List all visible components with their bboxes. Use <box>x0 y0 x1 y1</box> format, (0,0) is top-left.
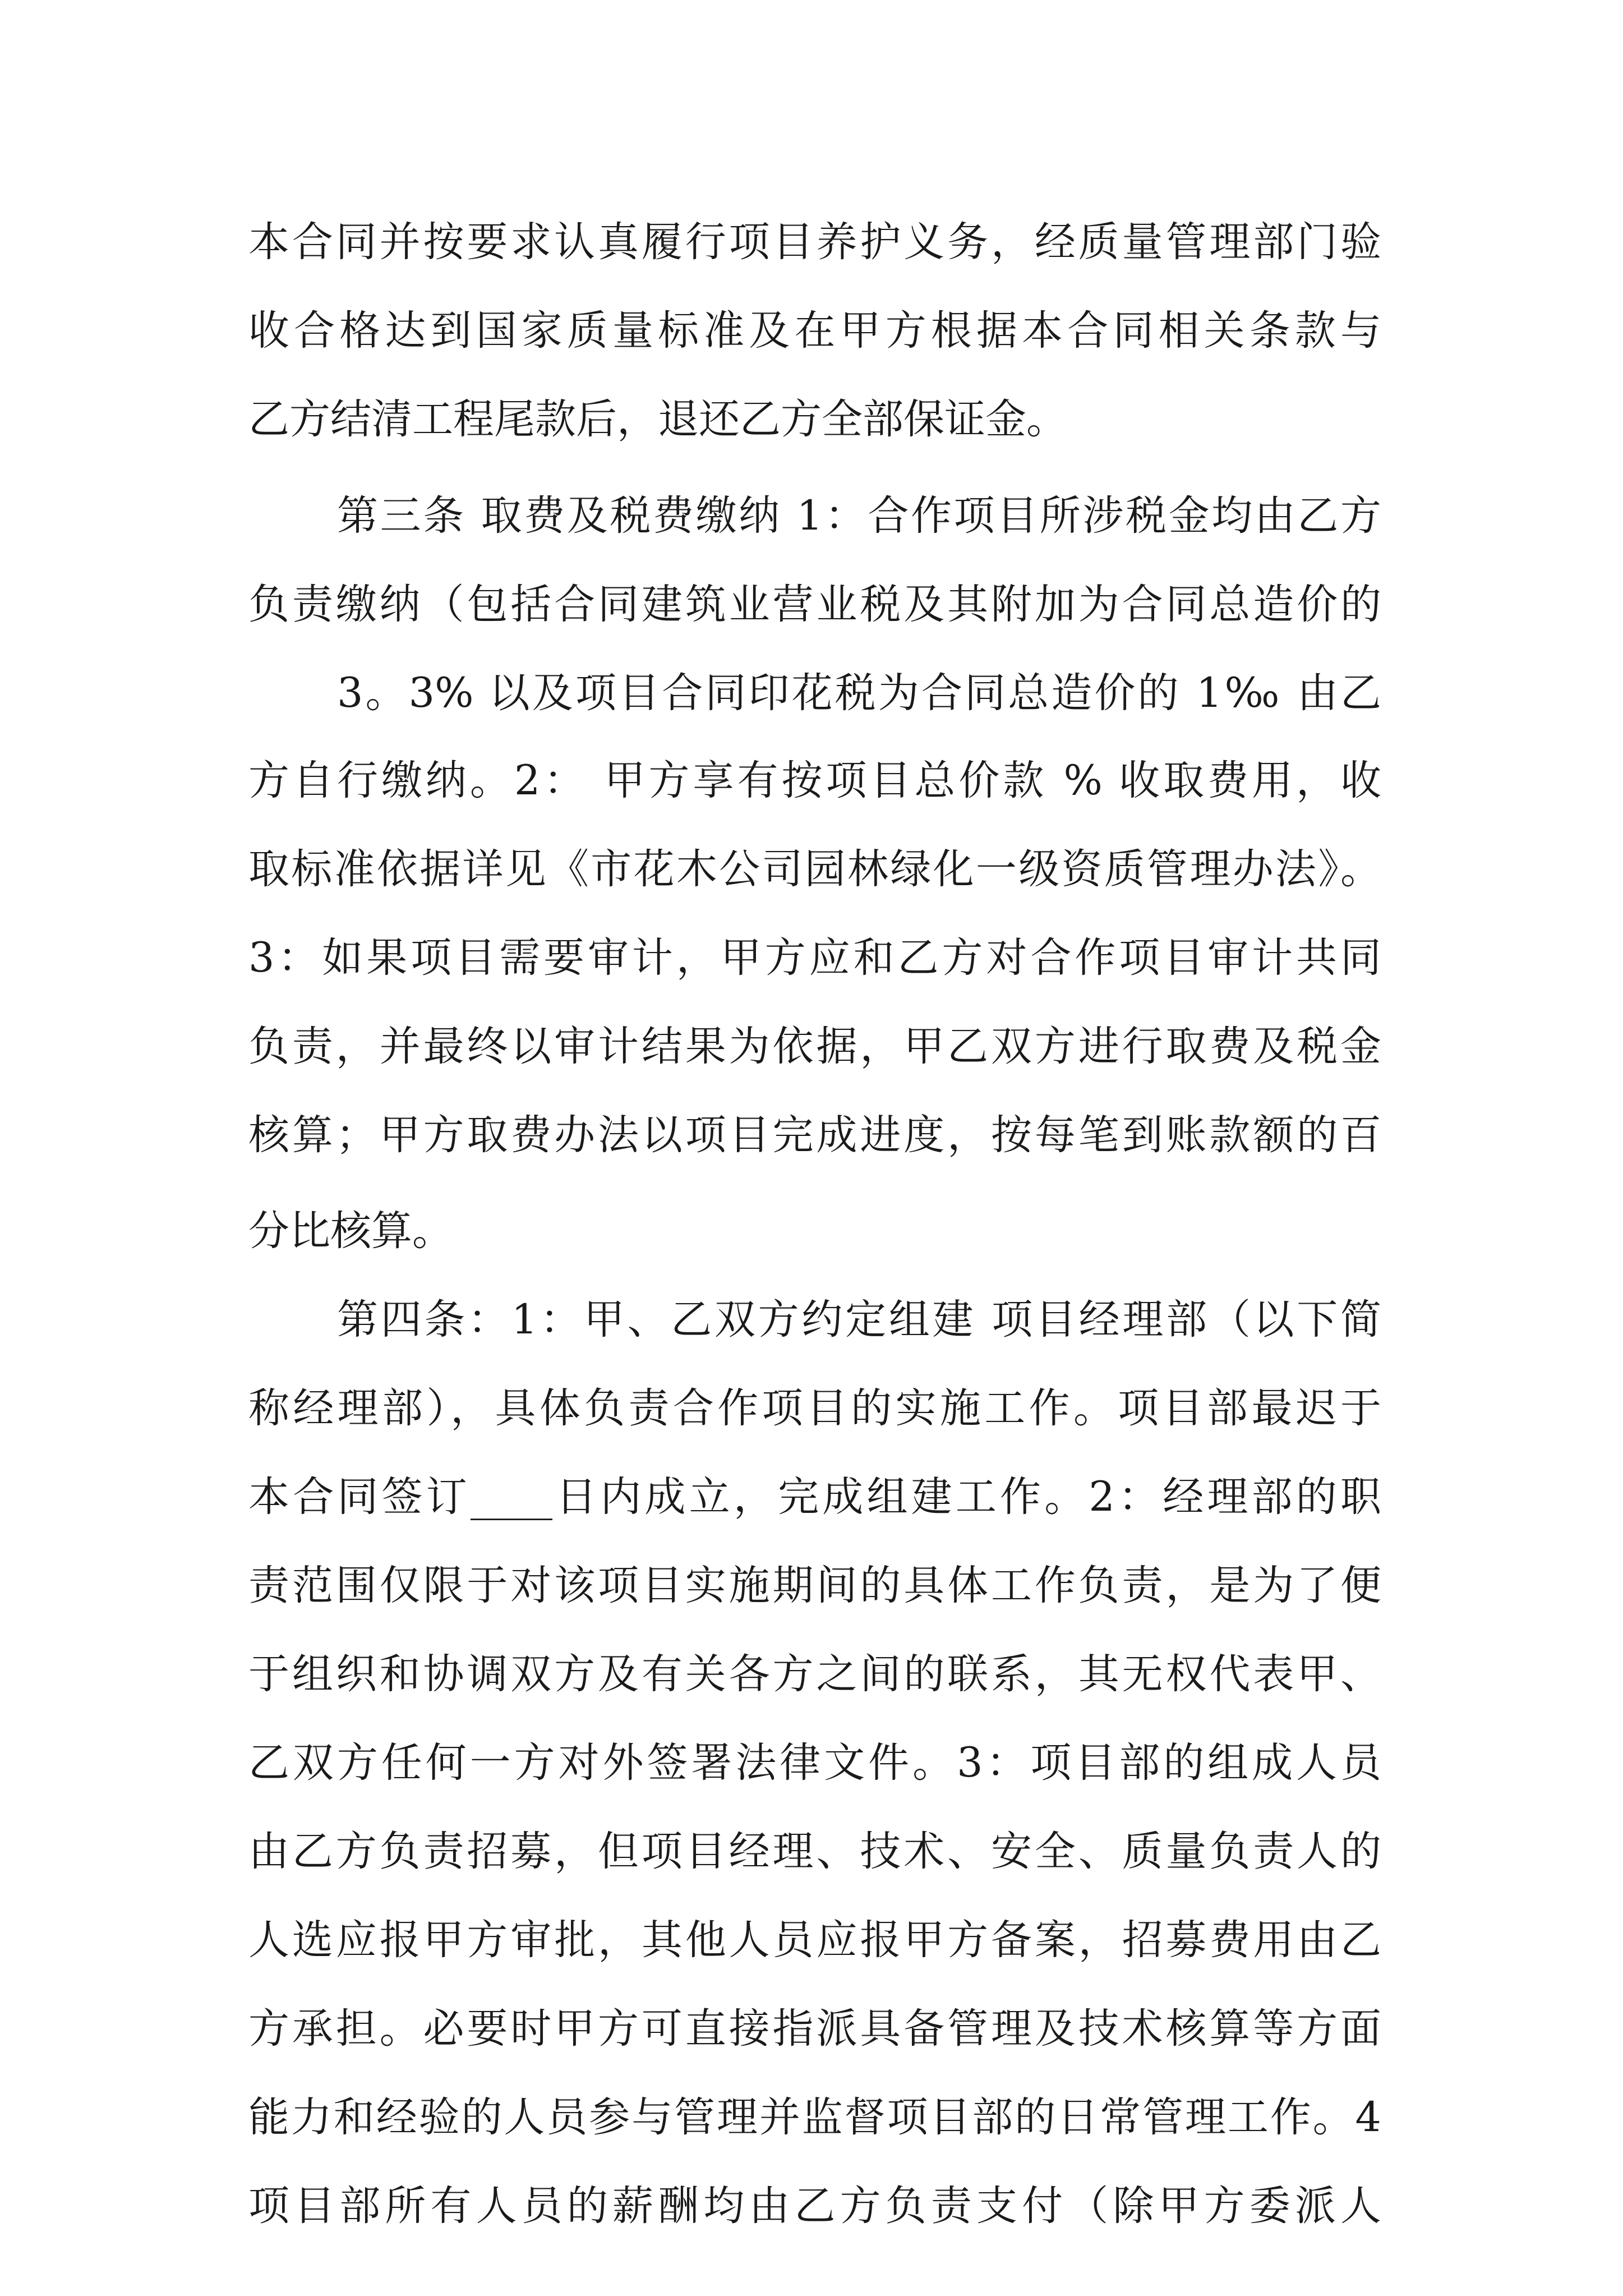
body-line-23: 项目部所有人员的薪酬均由乙方负责支付（除甲方委派人 <box>248 2182 1381 2230</box>
body-line-8: 取标准依据详见《市花木公司园林绿化一级资质管理办法》。 <box>248 845 1381 893</box>
body-line-1: 本合同并按要求认真履行项目养护义务，经质量管理部门验 <box>248 218 1381 266</box>
body-line-19: 由乙方负责招募，但项目经理、技术、安全、质量负责人的 <box>248 1828 1381 1875</box>
body-line-16: 责范围仅限于对该项目实施期间的具体工作负责，是为了便 <box>248 1562 1381 1609</box>
body-line-24 <box>248 2250 1381 2251</box>
body-line-2: 收合格达到国家质量标准及在甲方根据本合同相关条款与 <box>248 307 1381 355</box>
article-4-heading-line: 第四条：1：甲、乙双方约定组建 项目经理部（以下简 <box>337 1296 1381 1343</box>
body-line-14: 称经理部），具体负责合作项目的实施工作。项目部最迟于 <box>248 1384 1381 1432</box>
body-line-20: 人选应报甲方审批，其他人员应报甲方备案，招募费用由乙 <box>248 1916 1381 1964</box>
body-line-12: 分比核算。 <box>248 1207 453 1255</box>
body-line-5: 负责缴纳（包括合同建筑业营业税及其附加为合同总造价的 <box>248 581 1381 628</box>
body-line-7: 方自行缴纳。2： 甲方享有按项目总价款 % 收取费用，收 <box>248 757 1381 804</box>
article-3-heading-line: 第三条 取费及税费缴纳 1：合作项目所涉税金均由乙方 <box>337 492 1381 540</box>
body-line-3: 乙方结清工程尾款后，退还乙方全部保证金。 <box>248 395 1067 443</box>
body-line-10: 负责，并最终以审计结果为依据，甲乙双方进行取费及税金 <box>248 1023 1381 1070</box>
body-line-11: 核算；甲方取费办法以项目完成进度，按每笔到账款额的百 <box>248 1111 1381 1159</box>
body-line-21: 方承担。必要时甲方可直接指派具备管理及技术核算等方面 <box>248 2005 1381 2053</box>
body-line-15: 本合同签订____日内成立，完成组建工作。2：经理部的职 <box>248 1473 1381 1521</box>
body-line-18: 乙双方任何一方对外签署法律文件。3：项目部的组成人员 <box>248 1739 1381 1787</box>
body-line-17: 于组织和协调双方及有关各方之间的联系，其无权代表甲、 <box>248 1650 1381 1698</box>
body-line-9: 3：如果项目需要审计，甲方应和乙方对合作项目审计共同 <box>248 934 1381 982</box>
body-line-6: 3。3% 以及项目合同印花税为合同总造价的 1‰ 由乙 <box>337 669 1381 717</box>
body-line-22: 能力和经验的人员参与管理并监督项目部的日常管理工作。4 <box>248 2093 1381 2141</box>
